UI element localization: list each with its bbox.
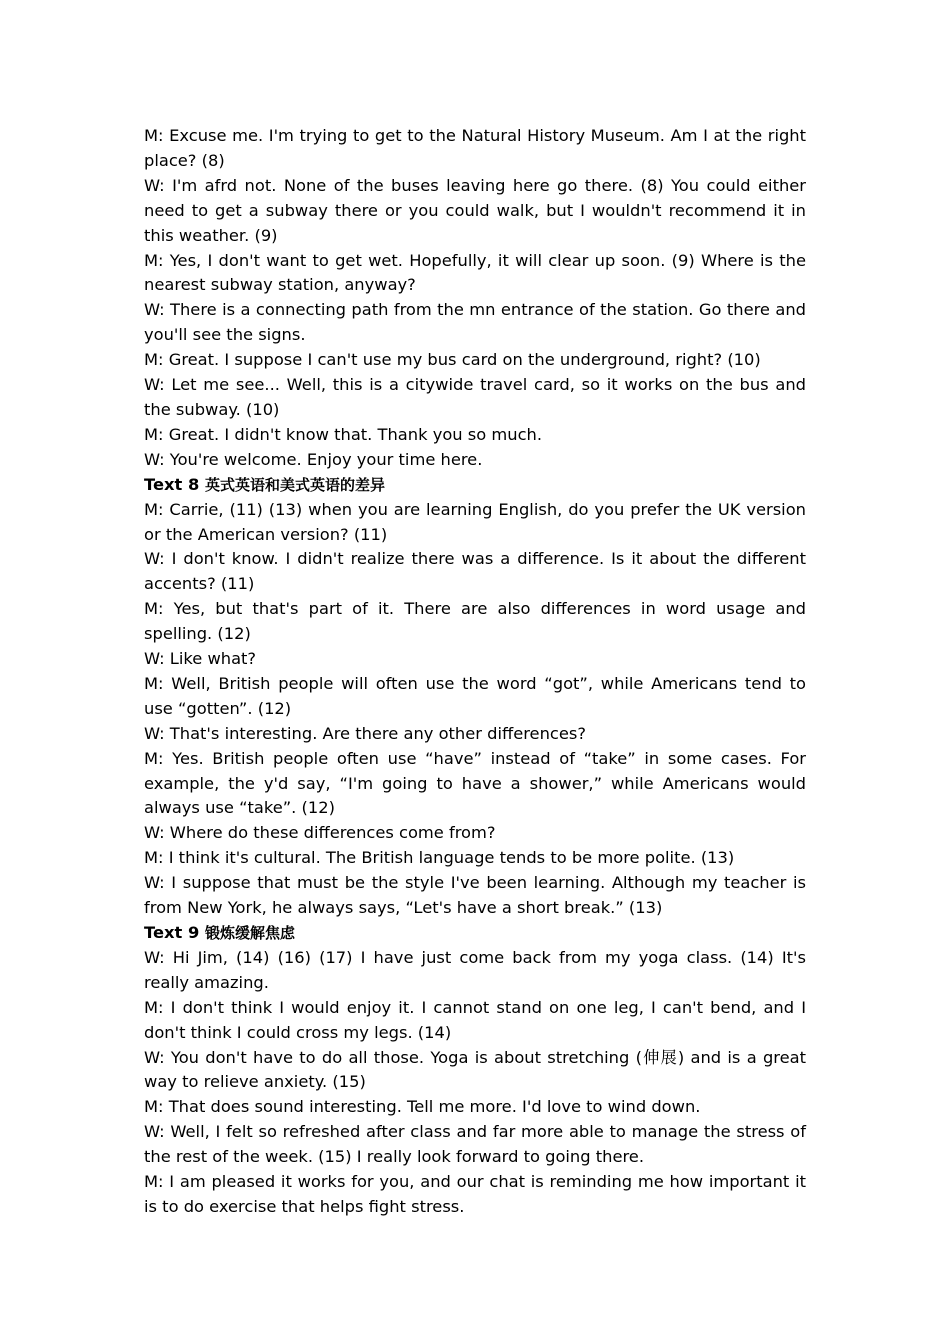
- dialogue-line: M: I think it's cultural. The British language tends to be more polite. (13): [144, 848, 735, 868]
- dialogue-line: M: Yes. British people often use “have” instead of “take” in some cases. For example, the y'd say, “I'm going to have a shower,” while Americans would always use “take”. (12): [144, 748, 806, 818]
- dialogue-line: W: Let me see... Well, this is a citywide travel card, so it works on the bus and the subway. (10): [144, 375, 806, 419]
- dialogue-line: W: Like what?: [144, 649, 257, 669]
- section-label: Text 9: [144, 923, 200, 942]
- dialogue-line: M: Great. I suppose I can't use my bus card on the underground, right? (10): [144, 350, 761, 370]
- dialogue-line: W: Hi Jim, (14) (16) (17) I have just come back from my yoga class. (14) It's really amazing.: [144, 947, 806, 992]
- document-page: [144, 124, 806, 1220]
- dialogue-line: W: Where do these differences come from?: [144, 823, 496, 843]
- dialogue-line: M: I am pleased it works for you, and our chat is reminding me how important it is to do exercise that helps fight stress.: [144, 1172, 806, 1216]
- dialogue-line: M: Yes, but that's part of it. There are also differences in word usage and spelling. (12): [144, 599, 806, 644]
- section-subtitle: 锻炼缓解焦虑: [204, 924, 295, 942]
- dialogue-line: W: You don't have to do all those. Yoga is about stretching (伸展) and is a great way to relieve anxiety. (15): [144, 1047, 806, 1092]
- dialogue-line: W: There is a connecting path from the mn entrance of the station. Go there and you'll see the signs.: [144, 300, 806, 345]
- section-label: Text 8: [144, 474, 200, 494]
- section-heading-text-9: [144, 921, 806, 946]
- dialogue-line: M: I don't think I would enjoy it. I cannot stand on one leg, I can't bend, and I don't think I could cross my legs. (14): [144, 997, 806, 1042]
- dialogue-line: M: Great. I didn't know that. Thank you so much.: [144, 424, 543, 444]
- dialogue-line: M: Well, British people will often use the word “got”, while Americans tend to use “gotten”. (12): [144, 673, 806, 718]
- dialogue-line: M: Yes, I don't want to get wet. Hopefully, it will clear up soon. (9) Where is the nearest subway station, anyway?: [144, 250, 806, 295]
- dialogue-line: W: I'm afrd not. None of the buses leaving here go there. (8) You could either need to get a subway there or you could walk, but I wouldn't recommend it in this weather. (9): [144, 175, 806, 245]
- section-subtitle: 英式英语和美式英语的差异: [204, 475, 385, 494]
- dialogue-line: W: Well, I felt so refreshed after class and far more able to manage the stress of the rest of the week. (15) I really look forward to going there.: [144, 1122, 806, 1167]
- dialogue-line: W: That's interesting. Are there any other differences?: [144, 723, 586, 743]
- dialogue-line: W: You're welcome. Enjoy your time here.: [144, 449, 483, 469]
- dialogue-line: M: That does sound interesting. Tell me more. I'd love to wind down.: [144, 1097, 701, 1117]
- dialogue-line: M: Excuse me. I'm trying to get to the Natural History Museum. Am I at the right place? (8): [144, 126, 806, 170]
- dialogue-line: W: I don't know. I didn't realize there was a difference. Is it about the different accents? (11): [144, 549, 806, 594]
- dialogue-line: M: Carrie, (11) (13) when you are learning English, do you prefer the UK version or the American version? (11): [144, 499, 806, 544]
- dialogue-line: W: I suppose that must be the style I've been learning. Although my teacher is from New York, he always says, “Let's have a short break.” (13): [144, 873, 806, 918]
- section-heading-text-8: [144, 473, 806, 498]
